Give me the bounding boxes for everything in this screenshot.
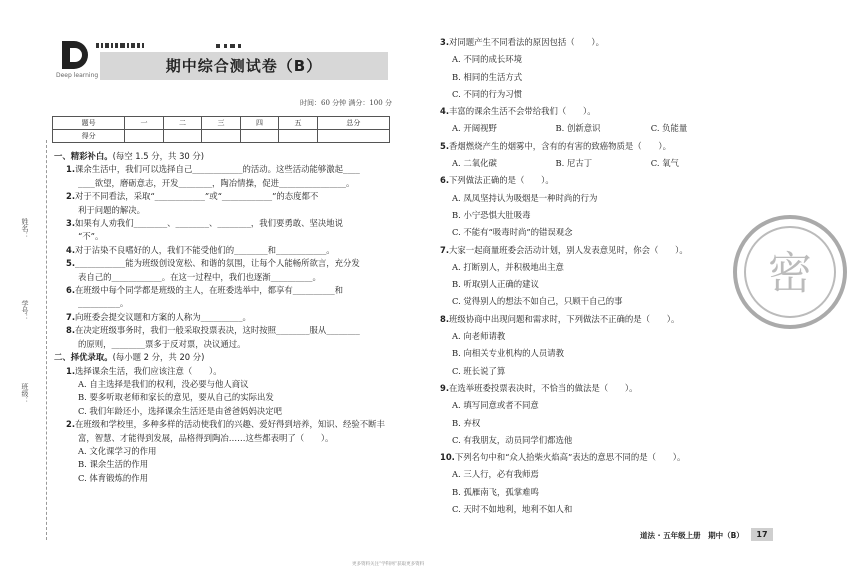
binding-line xyxy=(46,140,47,540)
text-line: ____欲望，磨砺意志，开发________，陶冶情操，促进________________。 xyxy=(78,177,355,188)
question-text: 课余生活中，我们可以选择自己____________的活动。这些活动能够激起____ xyxy=(75,164,360,175)
question-line xyxy=(54,190,406,203)
answer-option: B. 弃权 xyxy=(452,417,481,428)
question-line xyxy=(54,324,406,337)
text-line: A. 自主选择是我们的权利，没必要与他人商议 xyxy=(78,378,249,389)
section-note: (每小题 2 分，共 20 分) xyxy=(112,352,205,363)
score-cell: 三 xyxy=(202,117,241,130)
answer-option: B. 听取别人正确的建议 xyxy=(452,279,539,290)
name-label: 姓名： xyxy=(21,218,29,239)
question-number: 8. xyxy=(66,325,76,336)
score-cell: 四 xyxy=(240,117,279,130)
answer-option: C. 班长说了算 xyxy=(452,365,506,376)
question-line xyxy=(54,311,406,324)
score-cell: 五 xyxy=(279,117,318,130)
question-text: 在选举班委投票表决时，不恰当的做法是（ ）。 xyxy=(449,382,638,393)
question-line xyxy=(440,172,740,189)
section-note: (每空 1.5 分，共 30 分) xyxy=(112,151,205,161)
question-line xyxy=(440,34,740,51)
score-cell: 二 xyxy=(163,117,202,130)
text-line: 表自己的____________。在这一过程中，我们也逐渐__________。 xyxy=(78,271,321,282)
score-cell xyxy=(125,130,164,143)
question-line xyxy=(440,138,740,155)
answer-option: A. 开阔视野 B. 创新意识 C. 负能量 xyxy=(452,123,688,134)
brand-logo-icon xyxy=(58,38,92,72)
question-line xyxy=(54,418,406,431)
question-line xyxy=(54,163,406,176)
text-line: __________。 xyxy=(78,298,129,309)
student-id-label: 学号： xyxy=(21,300,29,321)
text-line: B. 要多听取老师和家长的意见，要从自己的实际出发 xyxy=(78,392,274,403)
footer-label: 道法 · 五年级上册 期中（B） xyxy=(640,531,744,540)
answer-option: C. 天时不如地利，地利不如人和 xyxy=(452,504,573,515)
score-table-score-row xyxy=(53,130,390,143)
score-table xyxy=(52,116,390,143)
question-number: 2. xyxy=(66,419,76,430)
question-number: 5. xyxy=(66,258,76,269)
question-text: 对同题产生不同看法的原因包括（ ）。 xyxy=(449,37,604,47)
question-number: 1. xyxy=(66,365,76,376)
seal-char: 密 xyxy=(768,248,812,299)
exam-meta: 时间：60 分钟 满分：100 分 xyxy=(300,99,392,107)
score-cell xyxy=(163,130,202,143)
text-line: 的原则，________票多于反对票，决议通过。 xyxy=(78,338,246,349)
answer-option: C. 不同的行为习惯 xyxy=(452,88,523,99)
question-number: 10. xyxy=(440,452,455,463)
section-title: 一、精彩补白。 xyxy=(54,151,113,161)
question-line xyxy=(440,449,740,466)
question-text: 向班委会提交议题和方案的人称为__________。 xyxy=(75,311,251,322)
right-column xyxy=(440,34,740,518)
answer-option: C. 有我朋友，动员同学们都选他 xyxy=(452,434,573,445)
question-number: 8. xyxy=(440,313,450,324)
section-heading xyxy=(54,150,406,163)
score-cell xyxy=(240,130,279,143)
question-number: 4. xyxy=(66,244,76,255)
section-title: 二、择优录取。 xyxy=(54,352,113,363)
barcode-strip xyxy=(96,42,256,50)
question-text: 在班级中每个同学都是班级的主人，在班委选举中，都享有__________和 xyxy=(75,285,344,296)
question-text: 下列名句中和“众人拾柴火焰高”表达的意思不同的是（ ）。 xyxy=(454,452,686,463)
answer-option: B. 小宁恐惧大肚吸毒 xyxy=(452,209,531,220)
question-text: 丰富的课余生活不会带给我们（ ）。 xyxy=(449,106,596,117)
question-text: ____________能为班级创设宽松、和谐的氛围，让每个人能畅所欲言，充分发 xyxy=(75,258,360,269)
answer-option: A. 二氧化碳 B. 尼古丁 C. 氧气 xyxy=(452,158,679,169)
question-line xyxy=(54,365,406,378)
question-number: 6. xyxy=(66,285,76,296)
score-cell: 一 xyxy=(125,117,164,130)
answer-option: C. 不能有“吸毒时尚”的错误观念 xyxy=(452,227,573,238)
score-cell: 总分 xyxy=(317,117,389,130)
answer-option: C. 觉得别人的想法不如自己，只顾干自己的事 xyxy=(452,296,623,307)
brand-logo-text: Deep learning xyxy=(56,72,99,79)
question-text: 选择课余生活，我们应该注意（ ）。 xyxy=(75,365,222,376)
question-number: 7. xyxy=(66,311,76,322)
question-number: 7. xyxy=(440,244,450,255)
page-number: 17 xyxy=(751,528,773,541)
question-line xyxy=(440,380,740,397)
answer-option: B. 孤雁南飞，孤掌难鸣 xyxy=(452,486,539,497)
question-text: 在决定班级事务时，我们一般采取投票表决，这时按照________服从________ xyxy=(75,325,360,336)
question-number: 5. xyxy=(440,140,450,151)
score-cell xyxy=(317,130,389,143)
footer-note: 更多资料关注“学科网”获取更多资料 xyxy=(352,562,425,567)
question-line xyxy=(440,311,740,328)
page-title: 期中综合测试卷（B） xyxy=(165,57,323,75)
question-text: 在班级和学校里，多种多样的活动使我们的兴趣、爱好得到培养，知识、经验不断丰 xyxy=(75,419,385,430)
question-number: 3. xyxy=(66,218,76,229)
question-number: 3. xyxy=(440,37,450,47)
question-line xyxy=(440,103,740,120)
question-line xyxy=(54,217,406,230)
question-line xyxy=(54,284,406,297)
text-line: 利于问题的解决。 xyxy=(78,204,145,215)
question-line xyxy=(54,257,406,270)
question-line xyxy=(440,242,740,259)
question-text: 下列做法正确的是（ ）。 xyxy=(449,175,554,186)
answer-option: A. 不同的成长环境 xyxy=(452,54,522,65)
question-text: 如果有人劝我们________、________、________，我们要勇敢、坚决地说 xyxy=(75,218,344,229)
text-line: C. 我们年龄还小，选择课余生活还是由爸爸妈妈决定吧 xyxy=(78,405,283,416)
question-line xyxy=(54,244,406,257)
question-number: 9. xyxy=(440,382,450,393)
answer-option: A. 向老师请教 xyxy=(452,331,506,342)
answer-option: A. 三人行，必有我师焉 xyxy=(452,469,539,480)
score-table-header-row xyxy=(53,117,390,130)
section-heading xyxy=(54,351,406,364)
text-line: “不”。 xyxy=(78,231,104,242)
text-line: A. 文化课学习的作用 xyxy=(78,445,157,456)
answer-option: B. 相同的生活方式 xyxy=(452,71,523,82)
question-number: 1. xyxy=(66,164,76,175)
score-cell: 题号 xyxy=(53,117,125,130)
answer-option: A. 凤凤坚持认为吸烟是一种时尚的行为 xyxy=(452,192,598,203)
text-line: 富，智慧、才能得到发展，品格得到陶冶……这些都表明了（ ）。 xyxy=(78,432,334,443)
left-column xyxy=(54,150,406,485)
question-text: 对于不同看法，采取“____________”或“____________”的态度都不 xyxy=(75,191,319,202)
score-cell: 得分 xyxy=(53,130,125,143)
class-label: 班级： xyxy=(21,383,29,404)
answer-option: B. 向相关专业机构的人员请教 xyxy=(452,348,564,359)
question-text: 香烟燃烧产生的烟雾中，含有的有害的致癌物质是（ ）。 xyxy=(449,140,671,151)
question-text: 班级协商中出现问题和需求时，下列做法不正确的是（ ）。 xyxy=(449,313,680,324)
text-line: B. 课余生活的作用 xyxy=(78,459,149,470)
confidential-seal-icon xyxy=(730,212,850,332)
score-cell xyxy=(202,130,241,143)
answer-option: A. 打断别人，并积极地出主意 xyxy=(452,261,564,272)
question-number: 6. xyxy=(440,175,450,186)
answer-option: A. 填写同意或者不同意 xyxy=(452,400,539,411)
question-number: 2. xyxy=(66,191,76,202)
question-text: 对于沾染不良嗜好的人，我们不能受他们的________和____________。 xyxy=(75,244,335,255)
text-line: C. 体育锻炼的作用 xyxy=(78,472,149,483)
question-number: 4. xyxy=(440,106,450,117)
score-cell xyxy=(279,130,318,143)
question-text: 大家一起商量班委会活动计划，别人发表意见时，你会（ ）。 xyxy=(449,244,688,255)
